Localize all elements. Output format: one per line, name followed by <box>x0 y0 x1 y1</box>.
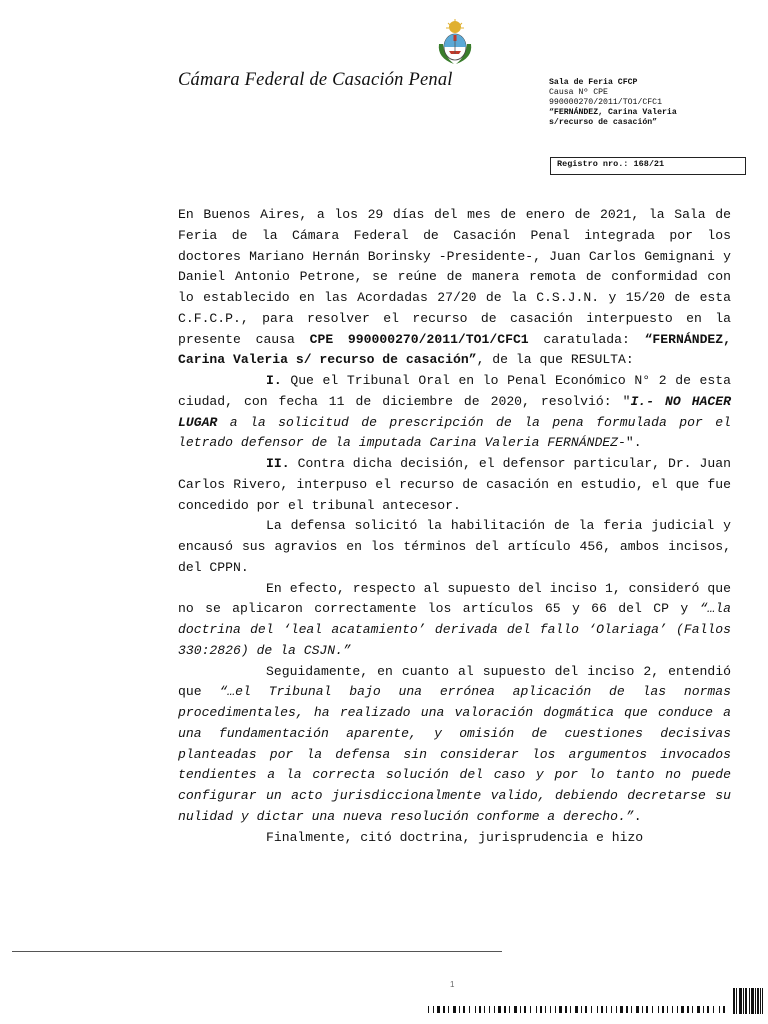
intro-text: En Buenos Aires, a los 29 días del mes de enero de 2021, la Sala de Feria de la Cámara Federal de Casación Penal integrada por los doctores Mariano Hernán Borinsky -Presidente-, Juan Carlos Gemignani y Daniel Antonio Petrone, se reúne de manera remota de conformidad con lo establecido en las Acordadas 27/20 de la C.S.J.N. y 15/20 de esta C.F.C.P., para resolver el recurso de casación interpuesto en la presente causa <box>178 207 731 347</box>
barcode-icon <box>733 988 763 1014</box>
case-info <box>549 78 749 128</box>
barcode-strip-icon <box>428 1006 730 1013</box>
paragraph-i-text: Que el Tribunal Oral en lo Penal Económico N° 2 de esta ciudad, con fecha 11 de diciembre de 2020, resolvió: " <box>178 373 731 409</box>
inciso-1-quote: “…la doctrina del ‘leal acatamiento’ derivada del fallo ‘Olariaga’ (Fallos 330:2826) de la CSJN.” <box>178 601 731 658</box>
paragraph-inciso-2 <box>178 662 731 828</box>
case-title: “FERNÁNDEZ, Carina Valeria s/ recurso de casación” <box>178 331 731 368</box>
resolution-quote: a la solicitud de prescripción de la pena formulada por el letrado defensor de la imputada Carina Valeria FERNÁNDEZ- <box>178 414 731 451</box>
section-number-ii: II. <box>266 456 290 471</box>
coat-of-arms-icon <box>434 18 476 66</box>
paragraph-ii <box>178 454 731 516</box>
page-number: 1 <box>450 980 455 989</box>
resolution-space <box>654 394 665 409</box>
inciso-2-quote: “…el Tribunal bajo una errónea aplicación de las normas procedimentales, ha realizado una valoración dogmática que conduce a una fundamentación aparente, y omisión de cuestiones decisivas planteadas por la defensa sin considerar los argumentos invocados tendientes a la correcta solución del caso y por lo tanto no puede configurar un acto jurisdiccionalmente valido, debiendo decretarse su nulidad y dictar una nueva resolución conforme a derecho.” <box>178 684 731 824</box>
inciso-2-text: Seguidamente, en cuanto al supuesto del inciso 2, entendió que <box>178 663 731 700</box>
footer-divider <box>12 951 502 952</box>
registro-box: Registro nro.: 168/21 <box>550 157 746 175</box>
resolution-bold: NO HACER LUGAR <box>178 393 731 430</box>
inciso-2-end: . <box>633 808 642 824</box>
case-line-title: “FERNÁNDEZ, Carina Valeria <box>549 108 677 117</box>
paragraph-feria: La defensa solicitó la habilitación de la feria judicial y encausó sus agravios en los términos del artículo 456, ambos incisos, del CPPN. <box>178 518 731 575</box>
case-number: CPE 990000270/2011/TO1/CFC1 <box>309 331 529 347</box>
case-line-code: 990000270/2011/TO1/CFC1 <box>549 98 663 107</box>
case-line-number: Causa Nº CPE <box>549 88 608 97</box>
paragraph-inciso-1 <box>178 579 731 662</box>
court-name: Cámara Federal de Casación Penal <box>178 70 453 90</box>
paragraph-ii-text: Contra dicha decisión, el defensor particular, Dr. Juan Carlos Rivero, interpuso el recurso de casación en estudio, el que fue concedido por el tribunal antecesor. <box>178 456 731 513</box>
section-number-i: I. <box>266 373 282 388</box>
case-line-chamber: Sala de Feria CFCP <box>549 78 638 87</box>
paragraph-i <box>178 371 731 454</box>
case-line-subject: s/recurso de casación” <box>549 118 658 127</box>
paragraph-intro <box>178 205 731 371</box>
paragraph-final: Finalmente, citó doctrina, jurisprudencia e hizo <box>266 829 644 845</box>
resolution-roman: I.- <box>630 393 655 409</box>
intro-text-3: , de la que RESULTA: <box>476 352 634 368</box>
document-body <box>178 205 731 848</box>
resolution-end: ". <box>625 435 642 451</box>
intro-text-2: caratulada: <box>528 331 645 347</box>
inciso-1-text: En efecto, respecto al supuesto del inciso 1, consideró que no se aplicaron correctamente los artículos 65 y 66 del CP y <box>178 580 731 617</box>
